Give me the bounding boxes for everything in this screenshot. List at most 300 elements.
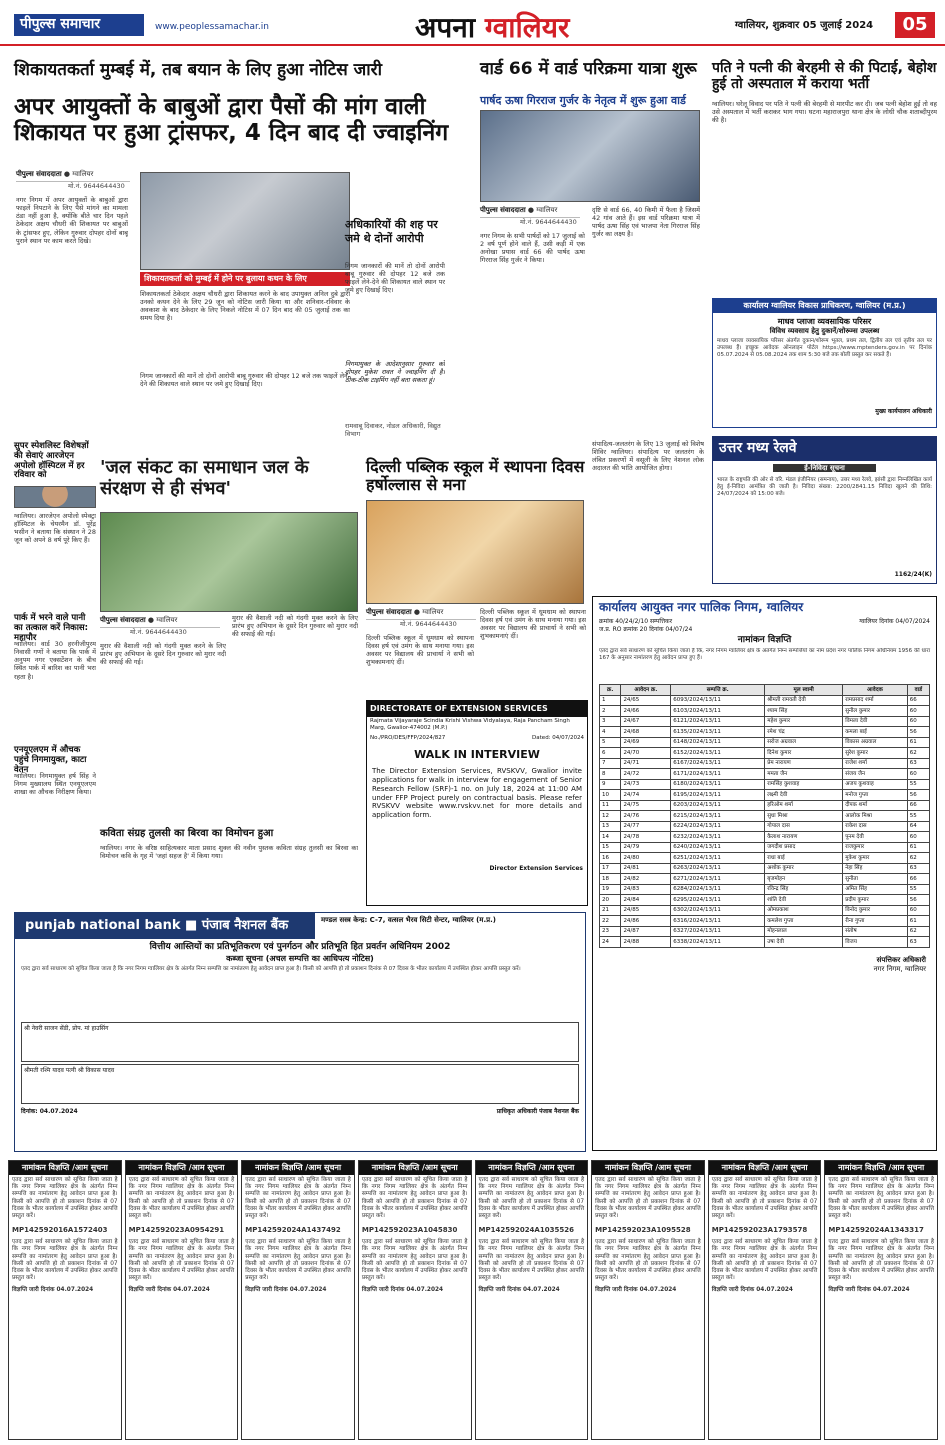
extension-sign: Director Extension Services [489, 865, 583, 873]
table-cell: 61 [907, 842, 929, 853]
nn-col-header: क्र. [600, 685, 621, 696]
table-cell: 13 [600, 821, 621, 832]
table-cell: 12 [600, 811, 621, 822]
table-cell: शांति देवी [765, 895, 843, 906]
extension-title: DIRECTORATE OF EXTENSION SERVICES [367, 701, 587, 717]
table-cell: ममता जैन [765, 769, 843, 780]
table-cell: संजय जैन [843, 769, 908, 780]
story-body-1: नगर निगम में अपर आयुक्तों के बाबुओं द्वारा फाइलें निपटाने के लिए पैसे मांगने का मामला ठंडा नहीं हुआ है, क्योंकि बीते चार दिन पहले ठेकेदार अक्षय चौधरी की शिकायत पर बाबुओं के ट्रांसफर हुए, लेकिन गुरुवार दोपहर दोनों बाबू पुराने स्थान पर काम करते दिखे। [16, 196, 128, 245]
nn-date: ग्वालियर दिनांक 04/07/2024 [859, 618, 930, 625]
railway-sub: ई-निविदा सूचना [773, 464, 876, 473]
extension-heading: WALK IN INTERVIEW [414, 747, 540, 761]
table-cell: 24/67 [621, 716, 671, 727]
notice-column [125, 1160, 239, 1440]
table-cell: 64 [907, 821, 929, 832]
crime-headline: पति ने पत्नी की बेरहमी से की पिटाई, बेहोश हुई तो अस्पताल में कराया भर्ती [712, 60, 937, 93]
table-row [600, 800, 930, 811]
notice-head: नामांकन विज्ञप्ति /आम सूचना [9, 1161, 121, 1175]
notice-body-cont: एतद द्वारा सर्व साधारण को सूचित किया जाता है कि नगर निगम ग्वालियर क्षेत्र के अंतर्गत निम्न सम्पत्ति का नामांतरण हेतु आवेदन प्राप्त हुआ है। किसी को आपत्ति हो तो प्रकाशन दिनांक से 07 दिवस के भीतर कार्यालय में उपस्थित होकर आपत्ति प्रस्तुत करें। [828, 1239, 934, 1282]
table-cell: सरोज अग्रवाल [765, 737, 843, 748]
railway-body: भारत के राष्ट्रपति की ओर से वरि. मंडल इंजीनियर (समन्वय), उत्तर मध्य रेलवे, झांसी द्वारा निम्नलिखित कार्य हेतु ई-निविदा आमंत्रित की जाती है। निविदा संख्या: 2200/2841.15 निविदा खुलने की तिथि: 24/07/2024 को 15:00 बजे। [717, 477, 932, 497]
table-cell: 11 [600, 800, 621, 811]
table-cell: 24/75 [621, 800, 671, 811]
table-cell: 56 [907, 790, 929, 801]
table-cell: 18 [600, 874, 621, 885]
table-cell: हरिओम शर्मा [765, 800, 843, 811]
notice-body: एतद द्वारा सर्व साधारण को सूचित किया जाता है कि नगर निगम ग्वालियर क्षेत्र के अंतर्गत निम्न सम्पत्ति का नामांतरण हेतु आवेदन प्राप्त हुआ है। किसी को आपत्ति हो तो प्रकाशन दिनांक से 07 दिवस के भीतर कार्यालय में उपस्थित होकर आपत्ति प्रस्तुत करें। [828, 1177, 934, 1220]
nn-sign-org: नगर निगम, ग्वालियर [873, 964, 926, 973]
pnb-dated: दिनांक: 04.07.2024 [21, 1107, 78, 1115]
pnb-circle: मण्डल सस्त्र केन्द्र: C-7, वत्सल भैरव सिटी सेन्टर, ग्वालियर (म.प्र.) [321, 916, 496, 924]
railway-ad [712, 436, 937, 584]
table-cell: दिनेश कुमार [765, 748, 843, 759]
table-cell: विनोद कुमार [843, 905, 908, 916]
school-byline: पीपुल्स संवाददाता ● ग्वालियर [366, 608, 476, 620]
quote-attribution: रामवाबू दिवाकर, नोडल अधिकारी, विद्युत विभाग [345, 422, 441, 439]
ward-photo [480, 110, 700, 202]
pnb-act: वित्तीय आस्तियों का प्रतिभूतिकरण एवं पुनर्गठन और प्रतिभूति हित प्रवर्तन अधिनियम 2002 [149, 942, 451, 953]
table-cell: 24/76 [621, 811, 671, 822]
table-cell: बृजमोहन [765, 874, 843, 885]
table-cell: 1 [600, 695, 621, 706]
table-cell: राजकुमार [843, 842, 908, 853]
table-cell: 6327/2024/13/11 [671, 926, 765, 937]
table-cell: 60 [907, 832, 929, 843]
table-cell: 24/68 [621, 727, 671, 738]
table-cell: 24/78 [621, 832, 671, 843]
ward-deck: पार्षद ऊषा गिरराज गुर्जर के नेतृत्व में शुरू हुआ वार्ड [480, 94, 686, 107]
table-row [600, 706, 930, 717]
pnb-body: एतद द्वारा सर्व साधारण को सूचित किया जाता है कि नगर निगम ग्वालियर क्षेत्र के अंतर्गत निम्न सम्पत्ति का नामांतरण हेतु आवेदन प्राप्त हुआ है। किसी को आपत्ति हो तो प्रकाशन दिनांक से 07 दिवस के भीतर कार्यालय में उपस्थित होकर आपत्ति प्रस्तुत करें। [21, 965, 521, 972]
building-photo [140, 172, 350, 270]
table-cell: ओमप्रकाश [765, 905, 843, 916]
vikas-ad-sign: मुख्य कार्यपालन अधिकारी [875, 407, 932, 415]
notice-body-cont: एतद द्वारा सर्व साधारण को सूचित किया जाता है कि नगर निगम ग्वालियर क्षेत्र के अंतर्गत निम्न सम्पत्ति का नामांतरण हेतु आवेदन प्राप्त हुआ है। किसी को आपत्ति हो तो प्रकाशन दिनांक से 07 दिवस के भीतर कार्यालय में उपस्थित होकर आपत्ति प्रस्तुत करें। [478, 1239, 585, 1282]
table-cell: आलोक मिश्रा [843, 811, 908, 822]
notice-column [708, 1160, 822, 1440]
notice-column [475, 1160, 589, 1440]
extension-ref: No./PRO/DES/FFP/2024/827 [370, 734, 446, 741]
table-cell: 61 [907, 916, 929, 927]
table-cell: गोपाल दास [765, 821, 843, 832]
railway-title: उत्तर मध्य रेलवे [713, 437, 936, 461]
table-cell: 6093/2024/13/11 [671, 695, 765, 706]
table-cell: विमला देवी [843, 716, 908, 727]
notice-body: एतद द्वारा सर्व साधारण को सूचित किया जाता है कि नगर निगम ग्वालियर क्षेत्र के अंतर्गत निम्न सम्पत्ति का नामांतरण हेतु आवेदन प्राप्त हुआ है। किसी को आपत्ति हो तो प्रकाशन दिनांक से 07 दिवस के भीतर कार्यालय में उपस्थित होकर आपत्ति प्रस्तुत करें। [478, 1177, 585, 1220]
table-cell: राजेश शर्मा [843, 758, 908, 769]
dateline: ग्वालियर, शुक्रवार 05 जुलाई 2024 [735, 20, 874, 31]
table-cell: 24 [600, 937, 621, 948]
ward-headline: वार्ड 66 में वार्ड परिक्रमा यात्रा शुरू [480, 59, 697, 79]
extension-body: The Director Extension Services, RVSKVV, Gwalior invite applications for walk in interview for engagement of Senior Research Fellow (SRF)-1 no. on July 18, 2024 at 11:00 AM under FFP Project purely on contractual basis. Please refer RVSKVV website www.rvskvv.net for more details and application form. [372, 767, 582, 820]
notice-date: विज्ञप्ति जारी दिनांक 04.07.2024 [711, 1286, 793, 1293]
table-cell: 6224/2024/13/11 [671, 821, 765, 832]
book-body: ग्वालियर। नगर के वरिष्ठ साहित्यकार माता प्रसाद शुक्ल की नवीन पुस्तक कविता संग्रह तुलसी का बिरवा का विमोचन कवि के गृह में 'जहां सहज है' में किया गया। [100, 844, 358, 861]
story-body-2b: निगम जानकारों की मानें तो दोनों आरोपी बाबू गुरुवार की दोपहर 12 बजे तक फाइलें लेने-देने की शिकायत वाले स्थान पर जमे हुए दिखाई दिए। [140, 372, 350, 389]
table-cell: 60 [907, 716, 929, 727]
table-cell: रामप्रसाद शर्मा [843, 695, 908, 706]
newspaper-logo[interactable]: पीपुल्स समाचार [14, 14, 144, 36]
table-cell: 15 [600, 842, 621, 853]
table-cell: उषा देवी [765, 937, 843, 948]
table-cell: सुधा मिश्रा [765, 811, 843, 822]
table-cell: 55 [907, 779, 929, 790]
story-kicker: शिकायतकर्ता मुम्बई में, तब बयान के लिए हुआ नोटिस जारी [14, 60, 383, 80]
table-cell: संतोष [843, 926, 908, 937]
table-row [600, 905, 930, 916]
notice-column [8, 1160, 122, 1440]
ward-byline: पीपुल्स संवाददाता ● ग्वालियर [480, 206, 580, 218]
school-body: दिल्ली पब्लिक स्कूल में धूमधाम को स्थापना दिवस हर्ष एवं उमंग के साथ मनाया गया। इस अवसर पर विद्यालय की प्राचार्या ने सभी को शुभकामनाएं दीं। [366, 634, 474, 667]
table-cell: 24/83 [621, 884, 671, 895]
water-byline: पीपुल्स संवाददाता ● ग्वालियर [100, 616, 220, 628]
byline: पीपुल्स संवाददाता ● ग्वालियर [16, 170, 130, 182]
notice-column [241, 1160, 355, 1440]
school-mobile: मो.नं. 9644644430 [400, 620, 457, 628]
table-cell: 24/65 [621, 695, 671, 706]
table-cell: 24/70 [621, 748, 671, 759]
table-row [600, 842, 930, 853]
table-cell: 55 [907, 884, 929, 895]
table-row [600, 874, 930, 885]
doctors-photo [14, 486, 96, 508]
table-cell: 60 [907, 905, 929, 916]
notice-column [824, 1160, 938, 1440]
crime-body: ग्वालियर। घरेलू विवाद पर पति ने पत्नी की बेरहमी से मारपीट कर दी। जब पत्नी बेहोश हुई तो वह उसे अस्पताल में भर्ती कराकर भाग गया। घटना महाराजपुरा थाना क्षेत्र के लोधी चौक शताब्दीपुरम की है। [712, 100, 937, 125]
table-cell: सुरेश कुमार [843, 748, 908, 759]
table-row [600, 716, 930, 727]
table-cell: राकेश दास [843, 821, 908, 832]
story-body-2: शिकायतकर्ता ठेकेदार अक्षय चौधरी द्वारा शिकायत करने के बाद उपायुक्त अनिल दुबे द्वारा उनको कथन देने के लिए 29 जून को नोटिस जारी किया था और शनिवार-रविवार के अवकाश के बाद ठेकेदार के लिए निकले नोटिस में 07 दिन बाद की 05 जुलाई तक का समय दिया है। [140, 290, 350, 323]
table-cell: 6195/2024/13/11 [671, 790, 765, 801]
table-cell: 20 [600, 895, 621, 906]
nn-table [599, 684, 930, 948]
table-cell: 6215/2024/13/11 [671, 811, 765, 822]
nn-col-header: वार्ड [907, 685, 929, 696]
table-cell: रमेश चंद्र [765, 727, 843, 738]
table-cell: 6295/2024/13/11 [671, 895, 765, 906]
table-cell: मोहनलाल [765, 926, 843, 937]
ward-mobile: मो.नं. 9644644430 [520, 218, 577, 226]
table-cell: मुकेश कुमार [843, 853, 908, 864]
table-row [600, 758, 930, 769]
pnb-logo: punjab national bank ■ पंजाब नैशनल बैंक [15, 913, 315, 939]
water-body: मुरार की वैशाली नदी को गंदगी मुक्त करने के लिए प्रारंभ हुए अभियान के दूसरे दिन गुरुवार को मुरार नदी की सफाई की गई। [100, 642, 226, 667]
notice-code: MP142592024A1437492 [245, 1226, 341, 1235]
table-cell: 62 [907, 853, 929, 864]
table-row [600, 832, 930, 843]
table-cell: 6121/2024/13/11 [671, 716, 765, 727]
table-cell: रामसिंह कुशवाह [765, 779, 843, 790]
table-cell: 6171/2024/13/11 [671, 769, 765, 780]
notice-column [358, 1160, 472, 1440]
table-cell: श्रीमती रामवती देवी [765, 695, 843, 706]
notice-code: MP142592024A1035526 [478, 1226, 574, 1235]
table-cell: 24/77 [621, 821, 671, 832]
extension-date: Dated: 04/07/2024 [532, 734, 584, 741]
notice-body: एतद द्वारा सर्व साधारण को सूचित किया जाता है कि नगर निगम ग्वालियर क्षेत्र के अंतर्गत निम्न सम्पत्ति का नामांतरण हेतु आवेदन प्राप्त हुआ है। किसी को आपत्ति हो तो प्रकाशन दिनांक से 07 दिवस के भीतर कार्यालय में उपस्थित होकर आपत्ति प्रस्तुत करें। [361, 1177, 468, 1220]
nn-sign-title: संपत्तिकर अधिकारी [876, 955, 926, 964]
table-cell: 6148/2024/13/11 [671, 737, 765, 748]
water-mobile: मो.नं. 9644644430 [130, 628, 187, 636]
table-cell: 60 [907, 769, 929, 780]
table-cell: 8 [600, 769, 621, 780]
notice-body: एतद द्वारा सर्व साधारण को सूचित किया जाता है कि नगर निगम ग्वालियर क्षेत्र के अंतर्गत निम्न सम्पत्ति का नामांतरण हेतु आवेदन प्राप्त हुआ है। किसी को आपत्ति हो तो प्रकाशन दिनांक से 07 दिवस के भीतर कार्यालय में उपस्थित होकर आपत्ति प्रस्तुत करें। [12, 1177, 118, 1220]
nagar-nigam-ad [592, 596, 937, 1151]
table-cell: 62 [907, 926, 929, 937]
table-cell: 10 [600, 790, 621, 801]
table-row [600, 790, 930, 801]
extension-subtitle: Rajmata Vijayaraje Scindia Krishi Vishwa Vidyalaya, Raja Pancham Singh Marg, Gwalior-474002 (M.P.) [370, 718, 570, 731]
table-cell: 56 [907, 895, 929, 906]
table-cell: 63 [907, 758, 929, 769]
table-cell: 6338/2024/13/11 [671, 937, 765, 948]
table-cell: 9 [600, 779, 621, 790]
table-cell: पूनम देवी [843, 832, 908, 843]
notice-code: MP142592023A1045830 [361, 1226, 458, 1235]
table-row [600, 937, 930, 948]
notice-date: विज्ञप्ति जारी दिनांक 04.07.2024 [245, 1286, 327, 1293]
pnb-row-2: श्रीमती रश्मि यादव पत्नी श्री विकास यादव [21, 1064, 579, 1104]
table-cell: रीना गुप्ता [843, 916, 908, 927]
nn-col-header: आवेदन क्र. [621, 685, 671, 696]
notice-head: नामांकन विज्ञप्ति /आम सूचना [476, 1161, 588, 1175]
table-cell: 7 [600, 758, 621, 769]
table-cell: कैलाश नारायण [765, 832, 843, 843]
railway-code: 1162/24(K) [894, 571, 932, 579]
table-row [600, 779, 930, 790]
table-cell: 6232/2024/13/11 [671, 832, 765, 843]
nn-col-header: आवेदक [843, 685, 908, 696]
table-cell: 55 [907, 811, 929, 822]
notice-column [591, 1160, 705, 1440]
table-cell: अशोक कुमार [765, 863, 843, 874]
table-cell: 24/74 [621, 790, 671, 801]
pull-quote: निगमायुक्त के आदेशानुसार गुरुवार को दोपहर मुकेश रावत ने ज्वाइनिंग दी है। ठीक-ठीक टाइमिंग नहीं बता सकता हूं। [345, 360, 445, 385]
table-cell: श्याम सिंह [765, 706, 843, 717]
table-cell: 22 [600, 916, 621, 927]
notice-head: नामांकन विज्ञप्ति /आम सूचना [592, 1161, 704, 1175]
table-cell: 21 [600, 905, 621, 916]
table-cell: राधा बाई [765, 853, 843, 864]
table-cell: 6240/2024/13/11 [671, 842, 765, 853]
table-cell: विकास अग्रवाल [843, 737, 908, 748]
table-cell: 24/69 [621, 737, 671, 748]
table-cell: 6180/2024/13/11 [671, 779, 765, 790]
table-cell: 6203/2024/13/11 [671, 800, 765, 811]
table-cell: 6316/2024/13/11 [671, 916, 765, 927]
table-cell: 17 [600, 863, 621, 874]
nn-title: कार्यालय आयुक्त नगर पालिक निगम, ग्वालियर [599, 600, 804, 614]
table-row [600, 811, 930, 822]
salary-body: ग्वालियर। निगमायुक्त हर्ष सिंह ने निगम मुख्यालय स्थित एनयूएलएम शाखा का औचक निरीक्षण किया। [14, 772, 96, 797]
table-cell: 66 [907, 800, 929, 811]
table-cell: 23 [600, 926, 621, 937]
photo-caption: शिकायतकर्ता को मुम्बई में होने पर बुलाया कथन के लिए [140, 272, 350, 286]
table-cell: 63 [907, 937, 929, 948]
pnb-row-1: श्री नेवरी साजन सेंडी, प्रोप. मां हाउसिंग [21, 1022, 579, 1062]
notice-code: MP142592023A1095528 [595, 1226, 691, 1235]
notice-body-cont: एतद द्वारा सर्व साधारण को सूचित किया जाता है कि नगर निगम ग्वालियर क्षेत्र के अंतर्गत निम्न सम्पत्ति का नामांतरण हेतु आवेदन प्राप्त हुआ है। किसी को आपत्ति हो तो प्रकाशन दिनांक से 07 दिवस के भीतर कार्यालय में उपस्थित होकर आपत्ति प्रस्तुत करें। [12, 1239, 118, 1282]
table-row [600, 748, 930, 759]
notice-date: विज्ञप्ति जारी दिनांक 04.07.2024 [128, 1286, 210, 1293]
table-cell: कमलेश गुप्ता [765, 916, 843, 927]
school-body-2: दिल्ली पब्लिक स्कूल में धूमधाम को स्थापना दिवस हर्ष एवं उमंग के साथ मनाया गया। इस अवसर पर विद्यालय की प्राचार्या ने सभी को शुभकामनाएं दीं। [480, 608, 586, 641]
extension-ad [366, 700, 588, 906]
notice-body-cont: एतद द्वारा सर्व साधारण को सूचित किया जाता है कि नगर निगम ग्वालियर क्षेत्र के अंतर्गत निम्न सम्पत्ति का नामांतरण हेतु आवेदन प्राप्त हुआ है। किसी को आपत्ति हो तो प्रकाशन दिनांक से 07 दिवस के भीतर कार्यालय में उपस्थित होकर आपत्ति प्रस्तुत करें। [245, 1239, 351, 1282]
pnb-ad [14, 912, 586, 1152]
table-cell: 6167/2024/13/11 [671, 758, 765, 769]
table-cell: प्रदीप कुमार [843, 895, 908, 906]
table-cell: 5 [600, 737, 621, 748]
notice-head: नामांकन विज्ञप्ति /आम सूचना [709, 1161, 821, 1175]
table-cell: 24/72 [621, 769, 671, 780]
notice-body-cont: एतद द्वारा सर्व साधारण को सूचित किया जाता है कि नगर निगम ग्वालियर क्षेत्र के अंतर्गत निम्न सम्पत्ति का नामांतरण हेतु आवेदन प्राप्त हुआ है। किसी को आपत्ति हो तो प्रकाशन दिनांक से 07 दिवस के भीतर कार्यालय में उपस्थित होकर आपत्ति प्रस्तुत करें। [361, 1239, 468, 1282]
table-cell: 66 [907, 695, 929, 706]
table-cell: जगदीश प्रसाद [765, 842, 843, 853]
nn-col-header: सम्पत्ति क्र. [671, 685, 765, 696]
vikas-ad-body: माधव प्लाजा व्यवसायिक परिसर अंतर्गत दुकान/शोरूम भूतल, प्रथम तल, द्वितीय तल एवं तृतीय तल पर उपलब्ध हैं। इच्छुक आवेदक ऑनलाइन पोर्टल https://www.mptenders.gov.in पर दिनांक 05.07.2024 से 05.08.2024 तक शाम 5:30 बजे तक बोली प्रस्तुत कर सकते हैं। [717, 337, 932, 358]
notice-head: नामांकन विज्ञप्ति /आम सूचना [825, 1161, 937, 1175]
school-photo [366, 500, 584, 604]
notice-body: एतद द्वारा सर्व साधारण को सूचित किया जाता है कि नगर निगम ग्वालियर क्षेत्र के अंतर्गत निम्न सम्पत्ति का नामांतरण हेतु आवेदन प्राप्त हुआ है। किसी को आपत्ति हो तो प्रकाशन दिनांक से 07 दिवस के भीतर कार्यालय में उपस्थित होकर आपत्ति प्रस्तुत करें। [711, 1177, 818, 1220]
table-cell: महेश कुमार [765, 716, 843, 727]
notice-body: एतद द्वारा सर्व साधारण को सूचित किया जाता है कि नगर निगम ग्वालियर क्षेत्र के अंतर्गत निम्न सम्पत्ति का नामांतरण हेतु आवेदन प्राप्त हुआ है। किसी को आपत्ति हो तो प्रकाशन दिनांक से 07 दिवस के भीतर कार्यालय में उपस्थित होकर आपत्ति प्रस्तुत करें। [245, 1177, 351, 1220]
pnb-notice: कब्जा सूचना (अचल सम्पत्ति का आधिपत्य नोटिस) [226, 953, 374, 963]
table-cell: 6263/2024/13/11 [671, 863, 765, 874]
table-cell: 60 [907, 706, 929, 717]
table-row [600, 926, 930, 937]
table-row [600, 821, 930, 832]
table-row [600, 884, 930, 895]
table-cell: 24/66 [621, 706, 671, 717]
vikas-ad [712, 298, 937, 428]
story-body-3: निगम जानकारों की मानें तो दोनों आरोपी बाबू गुरुवार की दोपहर 12 बजे तक फाइलें लेने-देने की शिकायत वाले स्थान पर जमे हुए दिखाई दिए। [345, 262, 445, 295]
section-title: अपना ग्वालियर [415, 11, 570, 44]
table-cell: 62 [907, 748, 929, 759]
table-row [600, 695, 930, 706]
notice-date: विज्ञप्ति जारी दिनांक 04.07.2024 [478, 1286, 560, 1293]
camp-story: संपादित्य-जलतरंग के लिए 13 जुलाई को विशेष शिविर ग्वालियर। संपादित्य पर जलतरंग के लंबित प्रकरणों में वसूली के लिए नेशनल लोक अदालत की भांति आयोजित होगा। [592, 440, 704, 473]
table-cell: 14 [600, 832, 621, 843]
table-row [600, 769, 930, 780]
table-row [600, 853, 930, 864]
ward-body-2: दृष्टि से वार्ड 66, 40 किमी में फैला है जिसमें 42 गांव आते हैं। इस वार्ड परिक्रमा यात्रा में पार्षद ऊषा सिंह एवं भाजपा नेता गिरराज सिंह गुर्जर का लक्ष्य है। [592, 206, 700, 239]
table-row [600, 863, 930, 874]
nn-ref1: क्रमांक 40/24/2/10 सम्पत्तिकर [599, 618, 673, 625]
nn-ref2: ज.प्र. RO क्रमांक 20 दिनांक 04/07/24 [599, 625, 693, 633]
health-headline: सुपर स्पेशलिस्ट विशेषज्ञों की सेवाएं आरजेएन अपोलो हॉस्पिटल में हर रविवार को [14, 441, 89, 481]
story-headline: अपर आयुक्तों के बाबुओं द्वारा पैसों की मांग वाली शिकायत पर हुआ ट्रांसफर, 4 दिन बाद दी ज्वाइनिंग [14, 94, 449, 147]
table-cell: प्रेम नारायण [765, 758, 843, 769]
table-cell: 16 [600, 853, 621, 864]
table-cell: 24/87 [621, 926, 671, 937]
nn-col-header: मूल स्वामी [765, 685, 843, 696]
table-cell: 24/88 [621, 937, 671, 948]
notice-code: MP142592023A0954291 [128, 1226, 225, 1235]
notice-body: एतद द्वारा सर्व साधारण को सूचित किया जाता है कि नगर निगम ग्वालियर क्षेत्र के अंतर्गत निम्न सम्पत्ति का नामांतरण हेतु आवेदन प्राप्त हुआ है। किसी को आपत्ति हो तो प्रकाशन दिनांक से 07 दिवस के भीतर कार्यालय में उपस्थित होकर आपत्ति प्रस्तुत करें। [595, 1177, 701, 1220]
table-cell: 6284/2024/13/11 [671, 884, 765, 895]
park-headline: पार्क में भरने वाले पानी का तत्काल करें निकास: महापौर [14, 613, 89, 643]
nn-heading: नामांकन विज्ञप्ति [737, 635, 792, 645]
table-cell: दीपक शर्मा [843, 800, 908, 811]
water-photo [100, 512, 358, 612]
park-body: ग्वालियर। वार्ड 30 हरनीजीपुरम निवासी गणों ने बताया कि पार्क में अनुपम नगर एक्सटेंशन के बीच स्थित पार्क में बारिश का पानी भरा रहता है। [14, 640, 96, 681]
ward-body: नगर निगम के सभी पार्षदों को 17 जुलाई को 2 वर्ष पूर्ण होने वाले हैं, उसी कड़ी में एक अनोखा प्रयास वार्ड 66 की पार्षद ऊषा गिरराज सिंह गुर्जर ने किया। [480, 232, 585, 265]
table-cell: 63 [907, 863, 929, 874]
table-cell: 24/84 [621, 895, 671, 906]
table-cell: 6135/2024/13/11 [671, 727, 765, 738]
table-cell: 24/80 [621, 853, 671, 864]
health-body: ग्वालियर। आरजेएन अपोलो स्पेक्ट्रा हॉस्पिटल के चेयरमैन डॉ. पूरेंद्र भसीन ने बताया कि संस्थान ने 28 जून को अपने 8 वर्ष पूरे किए हैं। [14, 512, 96, 545]
table-cell: 3 [600, 716, 621, 727]
table-cell: 24/73 [621, 779, 671, 790]
table-cell: 66 [907, 874, 929, 885]
table-cell: 24/86 [621, 916, 671, 927]
table-cell: 24/79 [621, 842, 671, 853]
table-cell: 6152/2024/13/11 [671, 748, 765, 759]
story-subhead: अधिकारियों की शह पर जमे थे दोनों आरोपी [345, 218, 438, 245]
notice-body-cont: एतद द्वारा सर्व साधारण को सूचित किया जाता है कि नगर निगम ग्वालियर क्षेत्र के अंतर्गत निम्न सम्पत्ति का नामांतरण हेतु आवेदन प्राप्त हुआ है। किसी को आपत्ति हो तो प्रकाशन दिनांक से 07 दिवस के भीतर कार्यालय में उपस्थित होकर आपत्ति प्रस्तुत करें। [128, 1239, 235, 1282]
table-row [600, 916, 930, 927]
page-number: 05 [895, 12, 935, 38]
table-cell: सुनीता [843, 874, 908, 885]
notice-body-cont: एतद द्वारा सर्व साधारण को सूचित किया जाता है कि नगर निगम ग्वालियर क्षेत्र के अंतर्गत निम्न सम्पत्ति का नामांतरण हेतु आवेदन प्राप्त हुआ है। किसी को आपत्ति हो तो प्रकाशन दिनांक से 07 दिवस के भीतर कार्यालय में उपस्थित होकर आपत्ति प्रस्तुत करें। [711, 1239, 818, 1282]
water-body-2: मुरार की वैशाली नदी को गंदगी मुक्त करने के लिए प्रारंभ हुए अभियान के दूसरे दिन गुरुवार को मुरार नदी की सफाई की गई। [232, 614, 358, 639]
table-cell: 61 [907, 737, 929, 748]
table-row [600, 737, 930, 748]
vikas-ad-sub: माधव प्लाजा व्यवसायिक परिसर [777, 317, 872, 326]
table-row [600, 895, 930, 906]
notice-date: विज्ञप्ति जारी दिनांक 04.07.2024 [595, 1286, 677, 1293]
notice-head: नामांकन विज्ञप्ति /आम सूचना [359, 1161, 471, 1175]
notice-code: MP142592024A1343317 [828, 1226, 924, 1235]
mobile-number: मो.नं. 9644644430 [68, 182, 125, 190]
table-cell: 4 [600, 727, 621, 738]
book-headline: कविता संग्रह तुलसी का बिरवा का विमोचन हुआ [100, 828, 274, 839]
table-cell: लक्ष्मी देवी [765, 790, 843, 801]
notice-body-cont: एतद द्वारा सर्व साधारण को सूचित किया जाता है कि नगर निगम ग्वालियर क्षेत्र के अंतर्गत निम्न सम्पत्ति का नामांतरण हेतु आवेदन प्राप्त हुआ है। किसी को आपत्ति हो तो प्रकाशन दिनांक से 07 दिवस के भीतर कार्यालय में उपस्थित होकर आपत्ति प्रस्तुत करें। [595, 1239, 701, 1282]
table-cell: 6 [600, 748, 621, 759]
table-cell: 6103/2024/13/11 [671, 706, 765, 717]
table-cell: सुनील कुमार [843, 706, 908, 717]
table-cell: 2 [600, 706, 621, 717]
pnb-sign: प्राधिकृत अधिकारी पंजाब नैशनल बैंक [496, 1107, 579, 1115]
notice-code: MP142592016A1572403 [12, 1226, 108, 1235]
salary-headline: एनयूएलएम में औचक पहुंचे निगमायुक्त, काटा वेतन [14, 745, 87, 775]
notice-head: नामांकन विज्ञप्ति /आम सूचना [242, 1161, 354, 1175]
notice-code: MP142592023A1793578 [711, 1226, 808, 1235]
vikas-ad-title: कार्यालय ग्वालियर विकास प्राधिकरण, ग्वालियर (म.प्र.) [713, 299, 936, 313]
table-cell: 6302/2024/13/11 [671, 905, 765, 916]
table-cell: विजय [843, 937, 908, 948]
website-url[interactable]: www.peoplessamachar.in [155, 22, 269, 32]
table-cell: 24/82 [621, 874, 671, 885]
nn-intro: एतद द्वारा सर्व साधारण को सूचित किया जाता है कि, नगर निगम ग्वालियर क्षेत्र के अंतर्गत निम्न सम्पत्तियों का नाम प्रदेश नगर पालिक निगम अधिनियम 1956 की धारा 167 के अनुसार नामांतरण हेतु आवेदन प्राप्त हुए हैं। [599, 648, 930, 662]
table-cell: 24/81 [621, 863, 671, 874]
table-cell: 24/71 [621, 758, 671, 769]
notice-date: विज्ञप्ति जारी दिनांक 04.07.2024 [828, 1286, 910, 1293]
notice-date: विज्ञप्ति जारी दिनांक 04.07.2024 [361, 1286, 444, 1293]
table-row [600, 727, 930, 738]
table-cell: 56 [907, 727, 929, 738]
table-cell: 24/85 [621, 905, 671, 916]
table-cell: कमला बाई [843, 727, 908, 738]
vikas-ad-sub2: विविध व्यवसाय हेतु दुकानें/शोरूम्स उपलब्ध [769, 327, 880, 335]
water-headline: 'जल संकट का समाधान जल के संरक्षण से ही संभव' [100, 457, 309, 499]
notice-body: एतद द्वारा सर्व साधारण को सूचित किया जाता है कि नगर निगम ग्वालियर क्षेत्र के अंतर्गत निम्न सम्पत्ति का नामांतरण हेतु आवेदन प्राप्त हुआ है। किसी को आपत्ति हो तो प्रकाशन दिनांक से 07 दिवस के भीतर कार्यालय में उपस्थित होकर आपत्ति प्रस्तुत करें। [128, 1177, 235, 1220]
table-cell: 19 [600, 884, 621, 895]
